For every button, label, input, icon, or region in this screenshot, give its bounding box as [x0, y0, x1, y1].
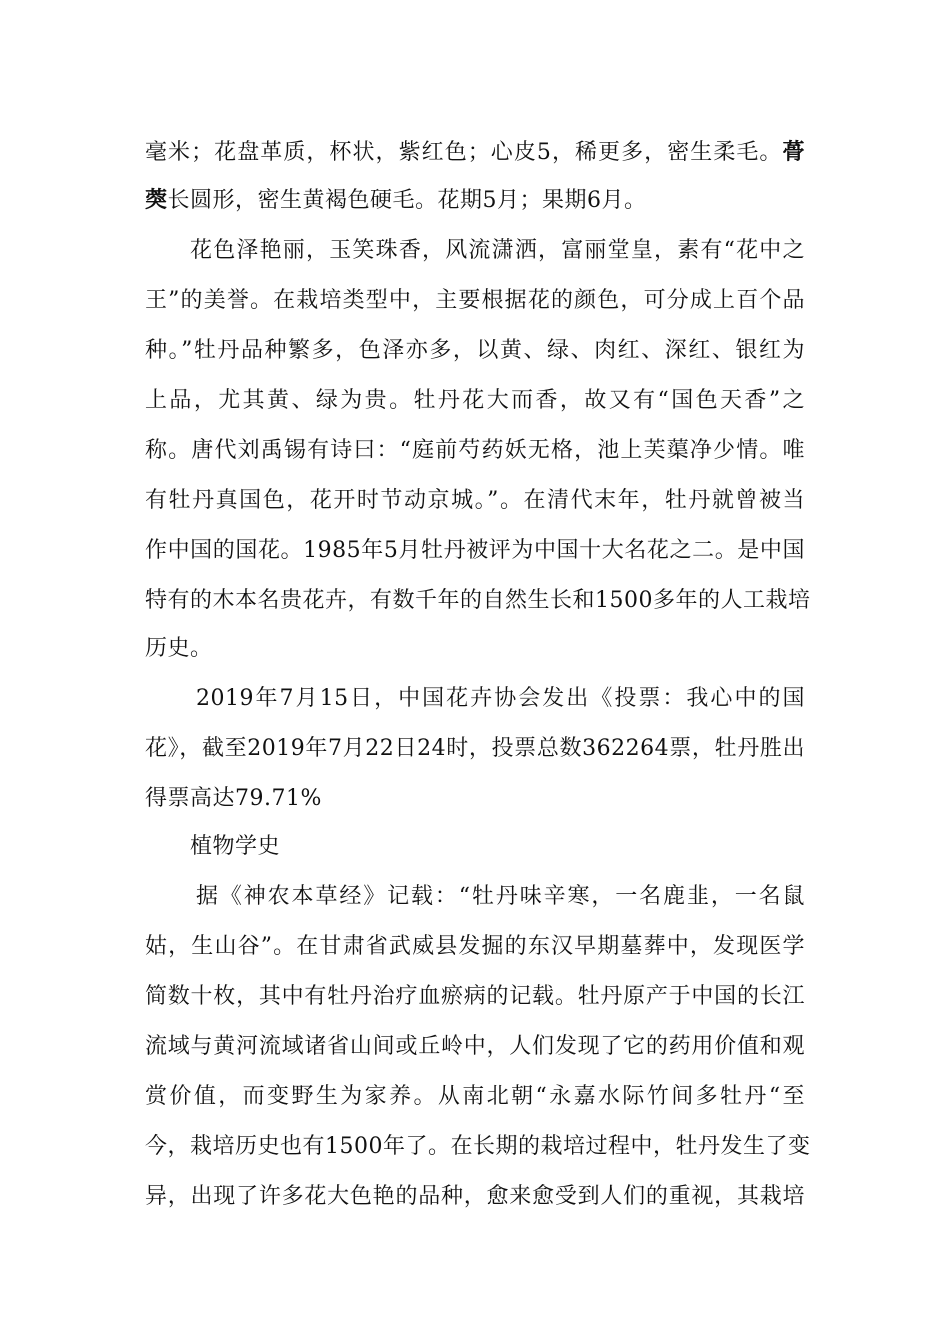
text-line: 花色泽艳丽，玉笑珠香，风流潇洒，富丽堂皇，素有“花中之 [190, 238, 805, 263]
text-span: 长圆形，密生黄褐色硬毛。花期5月；果期6月。 [167, 188, 647, 213]
text-line [145, 188, 805, 214]
bold-term: 葖 [145, 188, 168, 213]
text-line: 2019年7月15日，中国花卉协会发出《投票：我心中的国 [196, 686, 805, 711]
text-span: 毫米；花盘革质，杯状，紫红色；心皮5，稀更多，密生柔毛。 [145, 140, 783, 165]
section-heading: 植物学史 [190, 834, 281, 859]
text-line: 作中国的国花。1985年5月牡丹被评为中国十大名花之二。是中国 [145, 538, 805, 563]
text-line: 今，栽培历史也有1500年了。在长期的栽培过程中，牡丹发生了变 [145, 1134, 811, 1159]
text-line: 花》，截至2019年7月22日24时，投票总数362264票，牡丹胜出 [145, 736, 805, 761]
text-line: 种。”牡丹品种繁多，色泽亦多，以黄、绿、肉红、深红、银红为 [145, 338, 805, 363]
text-line [145, 140, 805, 166]
text-line: 上品，尤其黄、绿为贵。牡丹花大而香，故又有“国色天香”之 [145, 388, 805, 413]
text-line: 得票高达79.71% [145, 786, 322, 811]
text-line: 赏价值，而变野生为家养。从南北朝“永嘉水际竹间多牡丹“至 [145, 1084, 805, 1109]
text-line: 特有的木本名贵花卉，有数千年的自然生长和1500多年的人工栽培 [145, 588, 811, 613]
text-line: 有牡丹真国色，花开时节动京城。”。在清代末年，牡丹就曾被当 [145, 488, 805, 513]
text-line: 简数十枚，其中有牡丹治疗血瘀病的记载。牡丹原产于中国的长江 [145, 984, 805, 1009]
text-line: 流域与黄河流域诸省山间或丘岭中，人们发现了它的药用价值和观 [145, 1034, 805, 1059]
text-line: 王”的美誉。在栽培类型中，主要根据花的颜色，可分成上百个品 [145, 288, 805, 313]
bold-term: 蓇 [782, 140, 805, 165]
text-line: 历史。 [145, 636, 213, 661]
text-line: 称。唐代刘禹锡有诗曰：“庭前芍药妖无格，池上芙蕖净少情。唯 [145, 438, 805, 463]
text-line: 异，出现了许多花大色艳的品种，愈来愈受到人们的重视，其栽培 [145, 1184, 805, 1209]
text-line: 姑，生山谷”。在甘肃省武威县发掘的东汉早期墓葬中，发现医学 [145, 934, 805, 959]
text-line: 据《神农本草经》记载：“牡丹味辛寒，一名鹿韭，一名鼠 [196, 884, 805, 909]
